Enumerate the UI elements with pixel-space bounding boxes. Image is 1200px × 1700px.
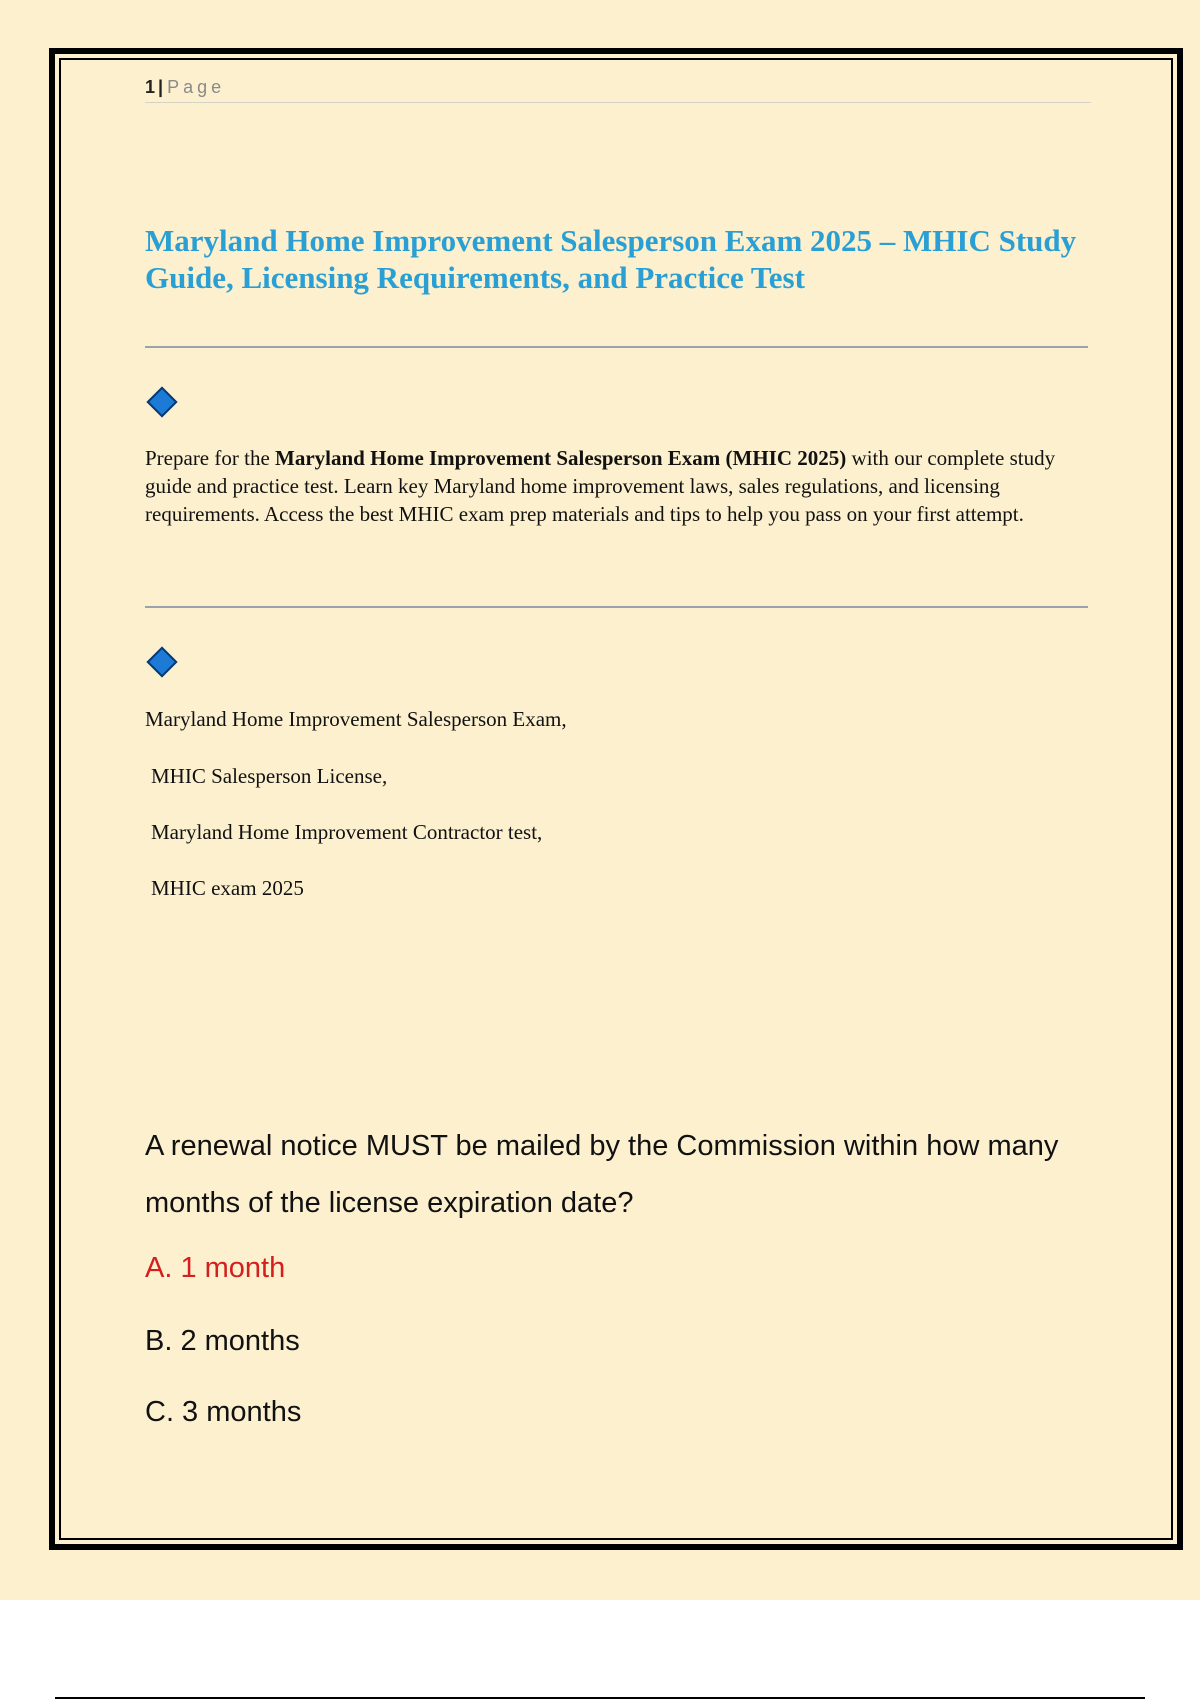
page-header xyxy=(145,74,1091,103)
description-emphasis: Maryland Home Improvement Salesperson Exam (MHIC 2025) xyxy=(275,446,847,470)
document-title: Maryland Home Improvement Salesperson Exam 2025 – MHIC Study Guide, Licensing Requirements, and Practice Test xyxy=(145,223,1077,295)
keyword-item: MHIC exam 2025 xyxy=(151,876,304,900)
section-divider-2 xyxy=(145,606,1088,608)
section-divider-1 xyxy=(145,346,1088,348)
answer-option-c: C. 3 months xyxy=(145,1396,302,1428)
answer-option-b: B. 2 months xyxy=(145,1325,300,1357)
description-paragraph xyxy=(145,444,1080,528)
description-suffix: with our complete study guide and practice test. Learn key Maryland home improvement laws, sales regulations, and licensing requirements. Access the best MHIC exam prep materials and tips to help you pass on your first attempt. xyxy=(145,446,1056,526)
page-number: 1 xyxy=(145,77,156,97)
page-label: Page xyxy=(167,77,226,97)
keyword-item: Maryland Home Improvement Contractor test, xyxy=(151,820,543,844)
quiz-question: A renewal notice MUST be mailed by the Commission within how many months of the license expiration date? xyxy=(145,1130,1059,1219)
description-prefix: Prepare for the xyxy=(145,446,276,470)
page-separator: | xyxy=(158,77,164,97)
keyword-item: MHIC Salesperson License, xyxy=(151,764,388,788)
answer-option-a: A. 1 month xyxy=(145,1252,286,1284)
next-page-rule xyxy=(55,1697,1145,1699)
keyword-item: Maryland Home Improvement Salesperson Exam, xyxy=(145,707,567,731)
